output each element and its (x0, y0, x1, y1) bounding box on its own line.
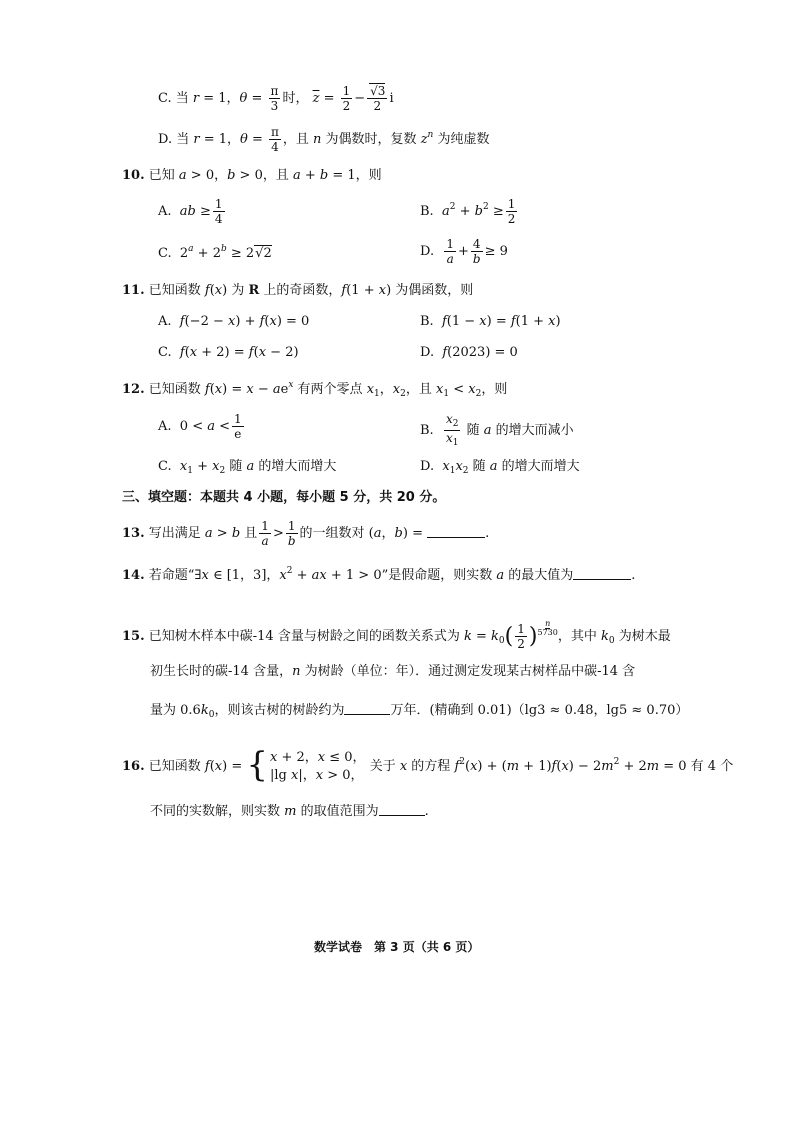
q16-answer-blank[interactable] (379, 803, 425, 816)
q16-line1: 16. 已知函数 f(x) = { x + 2，x ≤ 0， |lg x|，x > 0， 关于 x 的方程 $f^2(x) + (m + 1)f(x) - 2m^2 + 2m = 0$ 有 4 个 (122, 745, 734, 785)
q10-stem: 10. 已知 a > 0，b > 0，且 a + b = 1，则 (122, 168, 382, 183)
q11-option-b: B. f(1 − x) = f(1 + x) (420, 314, 561, 329)
section-fill-in-heading: 三、填空题：本题共 4 小题，每小题 5 分，共 20 分。 (122, 490, 446, 505)
q12-stem: 12. 已知函数 $f(x) = x - ae^x$ 有两个零点 $x_1$，$x_2$，且 $x_1 < x_2$，则 (122, 380, 508, 399)
q15-number: 15. (122, 629, 145, 644)
q13-number: 13. (122, 526, 145, 541)
q9-d-label: D. (158, 132, 173, 147)
q15-line1: 15. 已知树木样本中碳-14 含量与树龄之间的函数关系式为 $k = k_0$( $\frac{1}{2}$ ) $\frac{n}{5730}$ ，其中 $k_0$ 为树木最 (122, 619, 671, 651)
q9-option-d: D. 当 r = 1，θ = $\frac{\pi}{4}$ ，且 n 为偶数时，复数 $z^n$ 为纯虚数 (158, 125, 490, 154)
q15-answer-blank[interactable] (344, 702, 390, 715)
q16-number: 16. (122, 759, 145, 774)
q10-option-d: D. $\frac{1}{a}$ + $\frac{4}{b}$ ≥ 9 (420, 237, 508, 266)
q14: 14. 若命题“∃x ∈ [1，3]，$x^2$ + ax + 1 > 0”是假命题，则实数 a 的最大值为 . (122, 566, 636, 583)
q10-option-b: B. $a^2 + b^2$ ≥ $\frac{1}{2}$ (420, 197, 516, 226)
q13: 13. 写出满足 a > b 且 $\frac{1}{a}$ > $\frac{1}{b}$ 的一组数对 (a，b) = . (122, 519, 490, 548)
q10-option-a: A. ab ≥ $\frac{1}{4}$ (158, 197, 223, 226)
q12-option-c: C. $x_1 + x_2$ 随 a 的增大而增大 (158, 459, 337, 476)
page-footer: 数学试卷 第 3 页（共 6 页） (314, 940, 480, 954)
q14-answer-blank[interactable] (573, 567, 631, 580)
q12-option-b: B. $\frac{x_2}{x_1}$ 随 a 的增大而减小 (420, 412, 574, 448)
q9-option-c-render: C. 当 r = 1，θ = $\frac{\pi}{3}$ 时， $\overline{z}$ = $\frac{1}{2}$ − $\frac{√3}{2}$ i (158, 84, 394, 113)
q11-option-c: C. f(x + 2) = f(x − 2) (158, 345, 299, 360)
q15-line3: 量为 $0.6k_0$，则该古树的树龄约为 万年．(精确到 0.01)（lg3 ≈ 0.48，lg5 ≈ 0.70） (150, 703, 689, 720)
q11-stem: 11. 已知函数 f(x) 为 R 上的奇函数，f(1 + x) 为偶函数，则 (122, 283, 474, 298)
q9-c-label: C. (158, 91, 172, 106)
q15-line2: 初生长时的碳-14 含量，n 为树龄（单位：年）．通过测定发现某古树样品中碳-14 含 (150, 664, 636, 679)
q12-option-a: A. 0 < a < $\frac{1}{e}$ (158, 412, 242, 441)
q12-number: 12. (122, 382, 145, 397)
q16-line2: 不同的实数解，则实数 m 的取值范围为 . (150, 804, 429, 819)
q14-number: 14. (122, 568, 145, 583)
q11-option-a: A. f(−2 − x) + f(x) = 0 (158, 314, 310, 329)
q10-option-c: C. $2^a + 2^b \ge 2√2$ (158, 244, 272, 261)
q11-number: 11. (122, 283, 145, 298)
q11-option-d: D. f(2023) = 0 (420, 345, 518, 360)
q10-number: 10. (122, 168, 145, 183)
q12-option-d: D. $x_1x_2$ 随 a 的增大而增大 (420, 459, 580, 476)
q13-answer-blank[interactable] (427, 525, 485, 538)
